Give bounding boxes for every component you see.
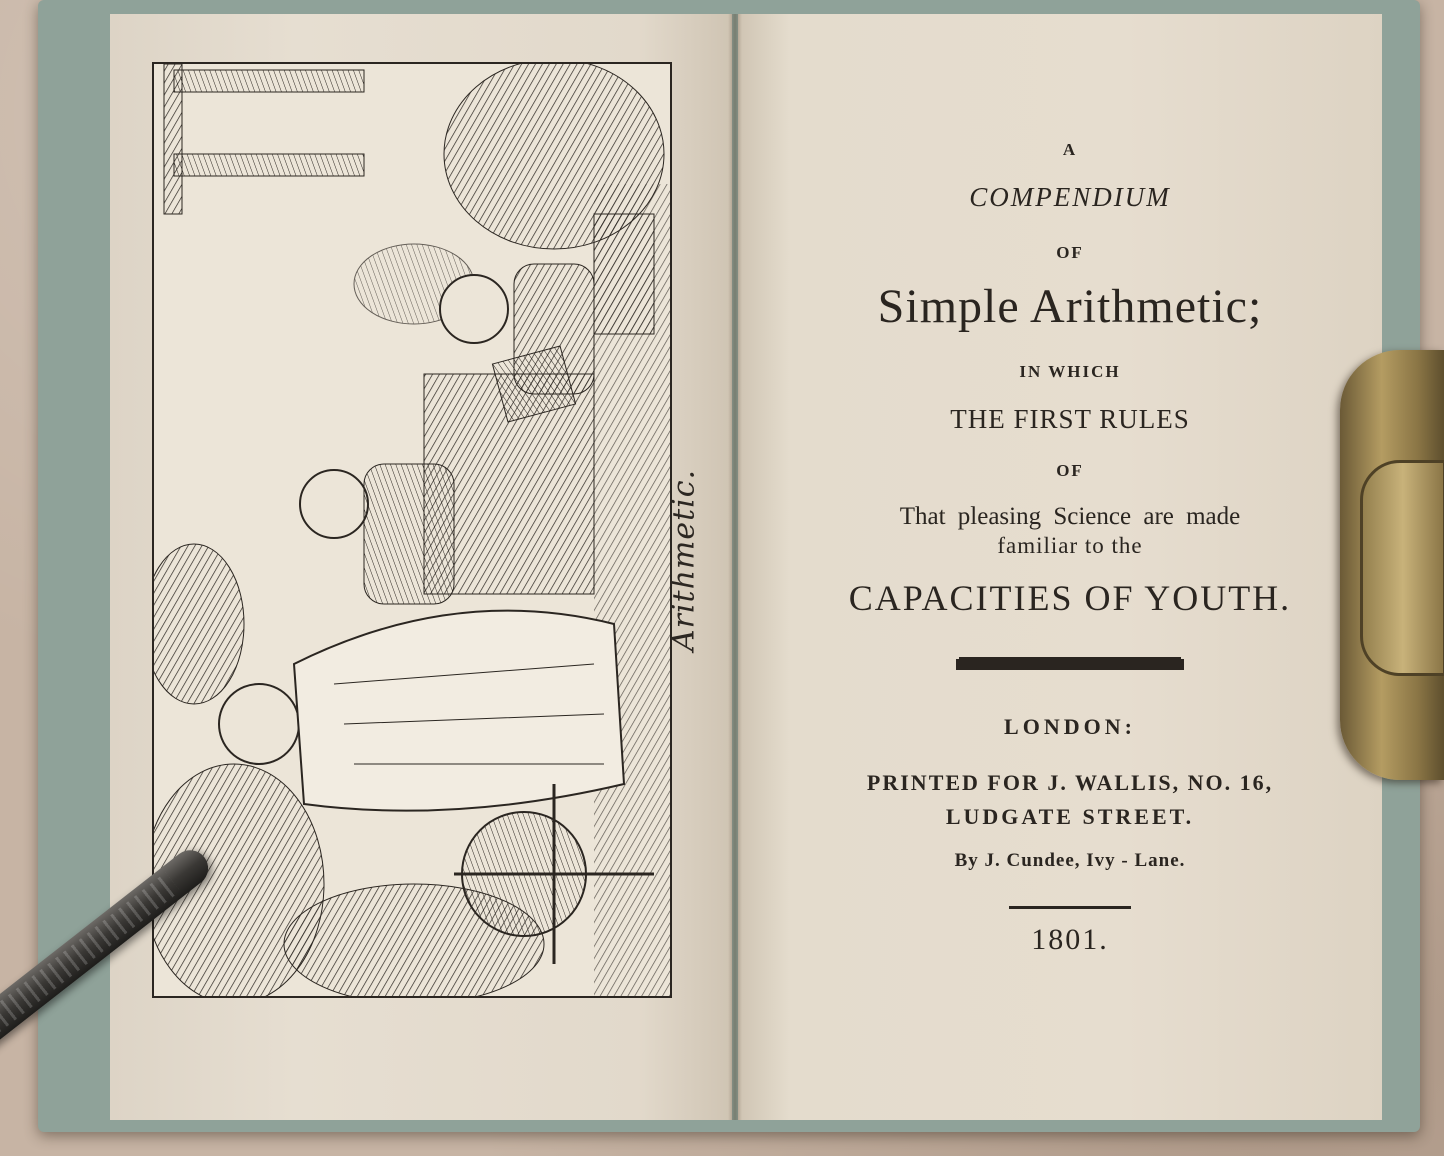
title-familiar: familiar to the xyxy=(997,533,1143,558)
frontispiece-engraving xyxy=(152,62,672,998)
book-gutter xyxy=(728,14,742,1120)
title-pleasing: That pleasing Science are made xyxy=(899,503,1241,530)
imprint-printed-for: PRINTED FOR J. WALLIS, NO. 16, xyxy=(866,770,1274,795)
frontispiece-caption: Arithmetic. xyxy=(666,468,702,652)
ornamental-rule xyxy=(956,659,1184,670)
title-page-text xyxy=(790,130,1350,957)
imprint-street: LUDGATE STREET. xyxy=(945,804,1195,829)
brass-clasp xyxy=(1340,350,1444,780)
short-rule xyxy=(1009,906,1131,909)
clasp-ornament xyxy=(1360,460,1444,676)
title-capacities: CAPACITIES OF YOUTH. xyxy=(848,578,1292,618)
title-of-1: OF xyxy=(1056,243,1084,262)
imprint-place: LONDON: xyxy=(1004,714,1136,739)
title-of-2: OF xyxy=(1056,461,1084,480)
imprint-printer: By J. Cundee, Ivy - Lane. xyxy=(954,850,1186,871)
imprint-year: 1801. xyxy=(1031,923,1109,956)
main-title: Simple Arithmetic; xyxy=(877,280,1263,333)
title-in-which: IN WHICH xyxy=(1019,362,1121,381)
title-first-rules: THE FIRST RULES xyxy=(950,404,1190,434)
title-compendium: COMPENDIUM xyxy=(969,182,1171,212)
title-article: A xyxy=(1062,140,1078,159)
engraving-illustration xyxy=(154,64,670,996)
